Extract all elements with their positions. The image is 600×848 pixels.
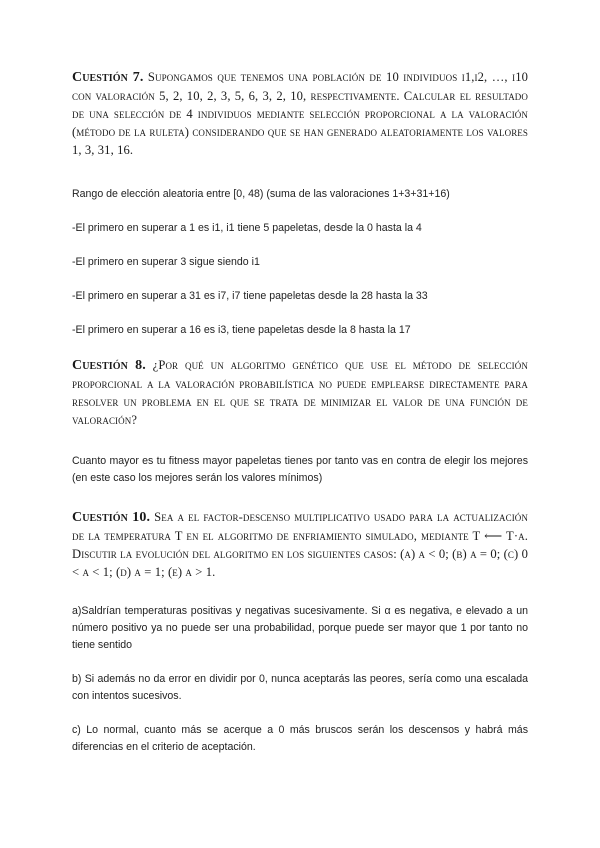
answer-7-line-1: Rango de elección aleatoria entre [0, 48) (suma de las valoraciones 1+3+31+16) <box>72 188 450 200</box>
question-10 <box>72 508 528 581</box>
question-8-text: ¿Por qué un algoritmo genético que use el método de selección proporcional a la valoración probabilística no puede emplearse directamente para resolver un problema en el que se trata de minimizar el valor de una función de valoración? <box>72 358 528 427</box>
question-7 <box>72 68 528 159</box>
question-10-text: Sea α el factor-descenso multiplicativo usado para la actualización de la temperatura T en el algoritmo de enfriamiento simulado, mediante T ⟵ T·α. Discutir la evolución del algoritmo en los siguientes casos: (a) α < 0; (b) α = 0; (c) 0 < α < 1; (d) α = 1; (e) α > 1. <box>72 510 528 579</box>
answer-10-c: c) Lo normal, cuanto más se acerque a 0 más bruscos serán los descensos y habrá más diferencias en el criterio de aceptación. <box>72 724 528 753</box>
answer-10-a: a)Saldrían temperaturas positivas y negativas sucesivamente. Si α es negativa, e elevado a un número positivo ya no puede ser una probabilidad, porque puede ser mayor que 1 por tanto no tiene sentido <box>72 605 528 651</box>
question-8-label: Cuestión 8. <box>72 358 146 373</box>
answer-7-line-2: -El primero en superar a 1 es i1, i1 tiene 5 papeletas, desde la 0 hasta la 4 <box>72 222 422 234</box>
answer-8: Cuanto mayor es tu fitness mayor papeletas tienes por tanto vas en contra de elegir los mejores (en este caso los mejores serán los valores mínimos) <box>72 455 528 484</box>
answer-7-line-3: -El primero en superar 3 sigue siendo i1 <box>72 256 260 268</box>
answer-10-b: b) Si además no da error en dividir por 0, nunca aceptarás las peores, sería como una escalada con intentos sucesivos. <box>72 673 528 702</box>
answer-7-line-5: -El primero en superar a 16 es i3, tiene papeletas desde la 8 hasta la 17 <box>72 324 411 336</box>
question-10-label: Cuestión 10. <box>72 510 151 525</box>
answer-7-line-4: -El primero en superar a 31 es i7, i7 tiene papeletas desde la 28 hasta la 33 <box>72 290 428 302</box>
question-8 <box>72 356 528 429</box>
question-7-label: Cuestión 7. <box>72 70 144 85</box>
question-7-text: Supongamos que tenemos una población de 10 individuos i1,i2, …, i10 con valoración 5, 2, 10, 2, 3, 5, 6, 3, 2, 10, respectivamente. Calcular el resultado de una selección de 4 individuos mediante selección proporcional a la valoración (método de la ruleta) considerando que se han generado aleatoriamente los valores 1, 3, 31, 16. <box>72 70 528 157</box>
